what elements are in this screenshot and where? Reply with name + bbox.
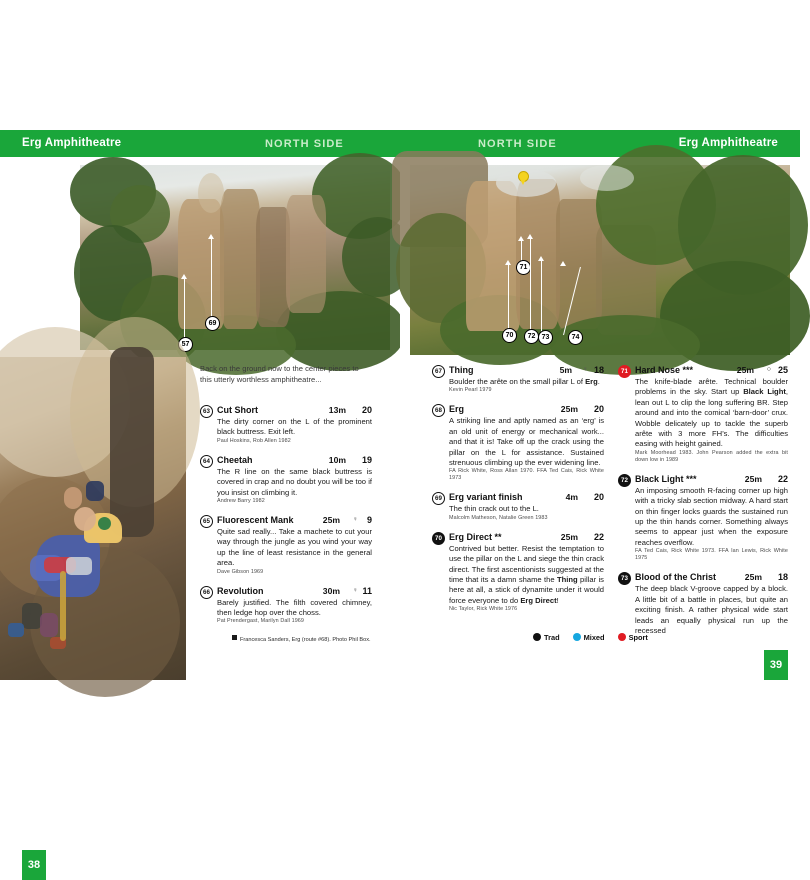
climber-photo-texture	[0, 357, 186, 680]
topo-arrow-73	[538, 256, 544, 261]
route-header	[200, 405, 372, 417]
route-name: Fluorescent Mank	[217, 515, 294, 526]
topo-number-69: 69	[205, 316, 220, 331]
route-number-badge[interactable]: 70	[432, 532, 445, 545]
route-description: The R line on the same black buttress is covered in crap and no doubt you will be too if you insist on climbing it.	[217, 466, 372, 497]
cliff-photo-right	[410, 165, 790, 355]
legend-label-sport: Sport	[628, 633, 648, 642]
sport-dot-icon	[618, 633, 626, 641]
route-header	[432, 532, 604, 544]
route-name: Thing	[449, 365, 474, 375]
route-length: 25m	[744, 473, 762, 484]
left-intro-paragraph: Back on the ground now to the center pieces to this utterly worthless amphitheatre...	[200, 364, 359, 384]
topo-line-72	[530, 239, 531, 333]
route-length: 4m	[565, 492, 578, 503]
route-name: Cut Short	[217, 405, 258, 415]
route-grade: 18	[593, 365, 604, 375]
caption-marker-icon	[232, 635, 237, 640]
route-entry[interactable]	[618, 365, 788, 464]
route-description: The knife-blade arête. Technical boulder problems in the sky. Start up Black Light, lean out L to clip the long suffering BR. Step around and into the comical ‘barn-door’ crux. Wobble delicately up to tackle the superb arête with 3 more FH’s. The difficulties easing with height gained.	[635, 377, 788, 449]
route-first-ascent: Nic Taylor, Rick White 1976	[449, 606, 518, 613]
header-left-side-title: NORTH SIDE	[265, 138, 344, 150]
legend-item-mixed	[573, 633, 605, 642]
route-name: Cheetah	[217, 454, 253, 465]
grade-type-icon: ♀	[582, 366, 588, 373]
route-first-ascent: FA Rick White, Ross Allan 1970. FFA Ted Cais, Rick White 1973	[449, 468, 604, 482]
grade-type-icon: ♀	[352, 586, 358, 594]
route-number-badge[interactable]: 69	[432, 492, 445, 505]
route-entry[interactable]	[200, 515, 372, 576]
route-number-badge[interactable]: 68	[432, 404, 445, 417]
topo-number-71: 71	[516, 260, 531, 275]
route-header	[432, 492, 604, 504]
route-grade: 20	[593, 492, 604, 503]
topo-arrow-71	[518, 236, 524, 241]
route-length: 25m	[322, 515, 340, 526]
route-number-badge[interactable]: 64	[200, 455, 213, 468]
route-length: 25m	[560, 531, 578, 542]
route-description: The thin crack out to the L.	[449, 504, 539, 514]
route-name: Erg	[449, 404, 465, 415]
topo-line-69	[211, 239, 212, 321]
trad-dot-icon	[533, 633, 541, 641]
route-grade: 20	[361, 405, 372, 415]
route-type-legend	[533, 633, 661, 642]
route-first-ascent: Malcolm Matheson, Natalie Green 1983	[449, 514, 548, 521]
route-description: The deep black V-groove capped by a block. A little bit of a battle in places, but quite an exciting finish. A rather physical wide start leads an equally physical run up the recessed	[635, 584, 788, 635]
header-left-crag-title: Erg Amphitheatre	[22, 137, 122, 149]
route-length: 13m	[328, 405, 346, 415]
route-name: Erg Direct **	[449, 531, 502, 542]
topo-number-72: 72	[524, 329, 539, 344]
route-entry[interactable]	[200, 455, 372, 505]
route-entry[interactable]	[432, 532, 604, 613]
route-header	[618, 365, 788, 377]
topo-line-73	[541, 261, 542, 333]
route-entry[interactable]	[200, 405, 372, 445]
route-grade: 22	[777, 473, 788, 484]
route-length: 25m	[560, 404, 578, 415]
legend-label-trad: Trad	[544, 633, 560, 642]
route-description: An imposing smooth R-facing corner up high with a tricky slab section midway. A hard start on thin finger locks guards the sustained run up the thin hands corner. Something always seems to appear just when the exposure reaches overflow.	[635, 485, 788, 547]
route-first-ascent: FA Ted Cais, Rick White 1973. FFA Ian Lewis, Rick White 1975	[635, 548, 788, 562]
route-first-ascent: Pat Prendergast, Marilyn Dall 1969	[217, 618, 304, 625]
topo-number-57: 57	[178, 337, 193, 352]
route-header	[200, 515, 372, 527]
page-number-right: 39	[764, 650, 788, 680]
topo-number-74: 74	[568, 330, 583, 345]
legend-item-sport	[618, 633, 648, 642]
topo-arrow-69	[208, 234, 214, 239]
route-name: Revolution	[217, 585, 264, 596]
topo-arrow-74	[560, 261, 566, 266]
route-header	[432, 365, 604, 377]
route-number-badge[interactable]: 65	[200, 515, 213, 528]
route-entry[interactable]	[432, 492, 604, 521]
route-header	[200, 455, 372, 467]
header-right-crag-title: Erg Amphitheatre	[678, 137, 778, 149]
route-number-badge[interactable]: 66	[200, 586, 213, 599]
topo-arrow-72	[527, 234, 533, 239]
route-header	[618, 474, 788, 486]
left-page	[0, 157, 400, 871]
route-header	[618, 572, 788, 584]
route-entry[interactable]	[432, 365, 604, 394]
route-length: 10m	[328, 454, 346, 465]
route-length: 25m	[736, 365, 754, 375]
route-grade: 25	[777, 365, 788, 375]
topo-number-70: 70	[502, 328, 517, 343]
route-entry[interactable]	[618, 572, 788, 636]
route-number-badge[interactable]: 71	[618, 365, 631, 378]
route-number-badge[interactable]: 72	[618, 474, 631, 487]
route-description: Boulder the arête on the small pillar L of Erg.	[449, 377, 600, 386]
route-first-ascent: Kevin Pearl 1979	[449, 387, 492, 394]
topo-arrow-70	[505, 260, 511, 265]
header-left-page	[0, 130, 400, 157]
topo-number-73: 73	[538, 330, 553, 345]
right-page-right-column	[618, 365, 788, 646]
route-description: Barely justified. The filth covered chimney, then ledge hop over the choss.	[217, 597, 372, 618]
page-number-left: 38	[22, 850, 46, 880]
photo-texture-right	[410, 165, 790, 355]
route-name: Erg variant finish	[449, 492, 523, 503]
route-first-ascent: Mark Moorhead 1983. John Pearson added the extra bit down low in 1989	[635, 449, 788, 463]
route-length: 25m	[744, 572, 762, 583]
grade-type-icon: ○	[766, 366, 771, 373]
route-description: A striking line and aptly named as an ‘erg’ is an old unit of energy or mechanical work... and that it is! Take off up the crack using the pillar on the L for assistance. Sustained strenuous climbing up the ever widening line.	[449, 416, 604, 468]
route-number-badge[interactable]: 67	[432, 365, 445, 378]
route-description: The dirty corner on the L of the prominent black buttress. Exit left.	[217, 417, 372, 437]
climber-photo	[0, 357, 186, 871]
header-right-side-title: NORTH SIDE	[478, 138, 557, 150]
route-number-badge[interactable]: 73	[618, 572, 631, 585]
route-grade: 9	[366, 515, 372, 526]
right-page	[400, 157, 800, 680]
route-number-badge[interactable]: 63	[200, 405, 213, 418]
route-grade: 18	[777, 572, 788, 583]
route-length: 30m	[322, 585, 340, 596]
photo-caption	[232, 635, 371, 643]
belay-station-pointer-icon	[520, 179, 526, 185]
route-entry[interactable]	[618, 474, 788, 562]
route-first-ascent: Paul Hoskins, Rob Allen 1982	[217, 437, 291, 444]
route-first-ascent: Andrew Barry 1982	[217, 498, 265, 505]
route-description: Contrived but better. Resist the temptation to use the pillar on the L and siege the thin crack direct. The first ascentionists suggested at the time that its a damn shame the Thing pillar is here at all, a stick of dynamite under it would force everyone to do Erg Direct!	[449, 543, 604, 605]
mixed-dot-icon	[573, 633, 581, 641]
route-length: 5m	[559, 365, 572, 375]
caption-text: Francesca Sanders, Erg (route #68). Photo Phil Box.	[240, 637, 371, 643]
route-header	[432, 404, 604, 416]
route-grade: 11	[362, 585, 372, 596]
route-name: Black Light ***	[635, 473, 697, 484]
route-header	[200, 586, 372, 598]
route-description: Quite sad really... Take a machete to cut your way through the jungle as you wind your way up the line of least resistance in the general area.	[217, 527, 372, 568]
route-first-ascent: Dave Gibson 1969	[217, 568, 264, 575]
topo-line-57	[184, 279, 185, 341]
route-name: Hard Nose ***	[635, 365, 694, 375]
guidebook-spread	[0, 130, 800, 871]
left-route-column	[200, 405, 372, 635]
route-entry[interactable]	[200, 586, 372, 626]
route-entry[interactable]	[432, 404, 604, 482]
right-page-left-column	[432, 365, 604, 623]
topo-line-70	[508, 265, 509, 333]
grade-type-icon: ♀	[352, 516, 358, 524]
topo-arrow-57	[181, 274, 187, 279]
route-grade: 20	[593, 404, 604, 415]
route-grade: 19	[361, 454, 372, 465]
route-name: Blood of the Christ	[635, 572, 716, 583]
legend-item-trad	[533, 633, 560, 642]
route-grade: 22	[593, 531, 604, 542]
legend-label-mixed: Mixed	[583, 633, 605, 642]
